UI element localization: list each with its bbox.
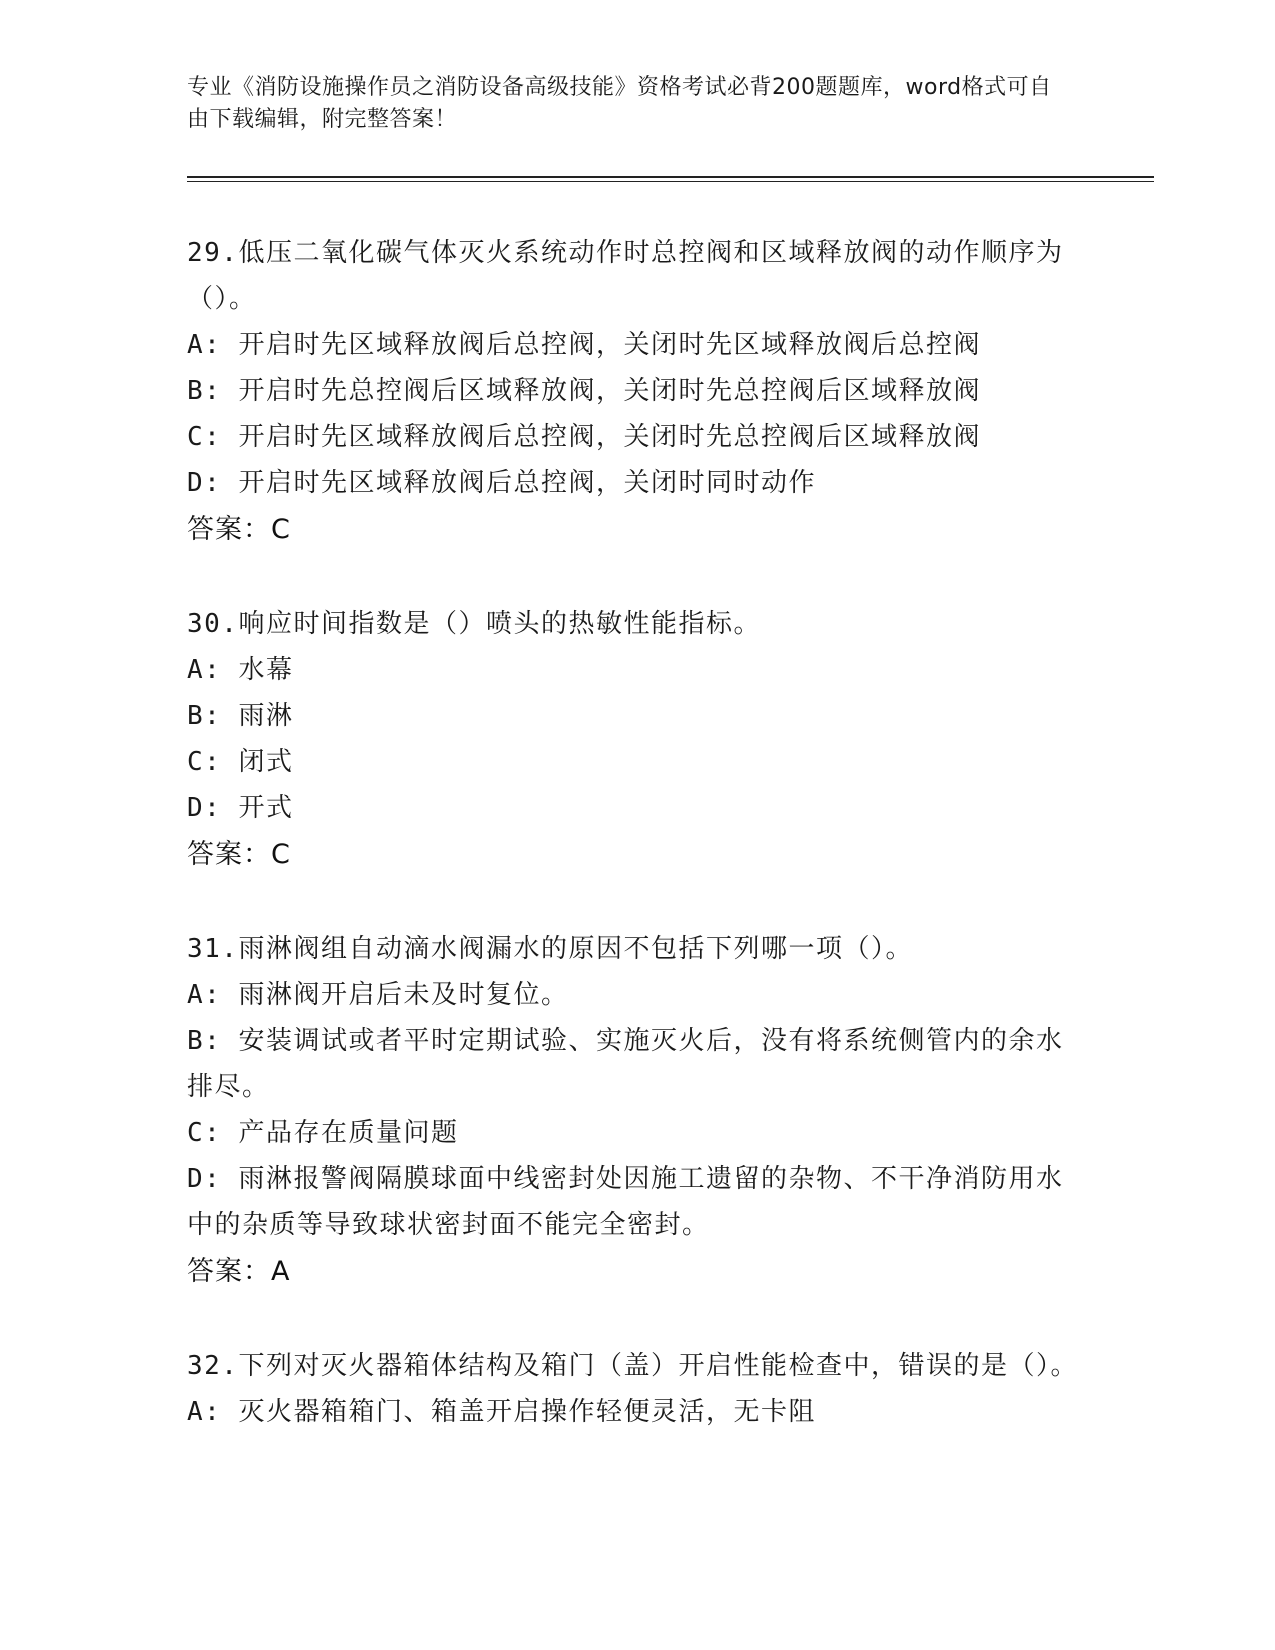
header-divider xyxy=(187,176,1154,182)
option-d: D: 开启时先区域释放阀后总控阀，关闭时同时动作 xyxy=(187,468,816,498)
option-b: B: 开启时先总控阀后区域释放阀，关闭时先总控阀后区域释放阀 xyxy=(187,376,981,406)
question-stem: 32.下列对灭火器箱体结构及箱门（盖）开启性能检查中，错误的是（）。 xyxy=(187,1351,1078,1381)
option-b: B: 雨淋 xyxy=(187,701,294,731)
question-stem: 29.低压二氧化碳气体灭火系统动作时总控阀和区域释放阀的动作顺序为（）。 xyxy=(187,238,1064,314)
question-30 xyxy=(187,601,1087,879)
option-a: A: 开启时先区域释放阀后总控阀，关闭时先区域释放阀后总控阀 xyxy=(187,330,981,360)
option-c: C: 闭式 xyxy=(187,747,294,777)
question-31 xyxy=(187,926,1087,1296)
option-a: A: 水幕 xyxy=(187,655,294,685)
question-stem: 31.雨淋阀组自动滴水阀漏水的原因不包括下列哪一项（）。 xyxy=(187,934,913,964)
answer-label: 答案：C xyxy=(187,839,291,870)
option-d: D: 雨淋报警阀隔膜球面中线密封处因施工遗留的杂物、不干净消防用水中的杂质等导致球状密封面不能完全密封。 xyxy=(187,1164,1064,1240)
option-c: C: 产品存在质量问题 xyxy=(187,1118,459,1148)
document-header: 专业《消防设施操作员之消防设备高级技能》资格考试必背200题题库，word格式可自由下载编辑，附完整答案！ xyxy=(187,75,1052,132)
question-29 xyxy=(187,230,1087,554)
question-list xyxy=(187,230,1087,1482)
option-c: C: 开启时先区域释放阀后总控阀，关闭时先总控阀后区域释放阀 xyxy=(187,422,981,452)
answer-label: 答案：A xyxy=(187,1256,291,1287)
question-32 xyxy=(187,1343,1087,1435)
question-stem: 30.响应时间指数是（）喷头的热敏性能指标。 xyxy=(187,609,761,639)
option-b: B: 安装调试或者平时定期试验、实施灭火后，没有将系统侧管内的余水排尽。 xyxy=(187,1026,1064,1102)
option-d: D: 开式 xyxy=(187,793,294,823)
option-a: A: 灭火器箱箱门、箱盖开启操作轻便灵活，无卡阻 xyxy=(187,1397,816,1427)
option-a: A: 雨淋阀开启后未及时复位。 xyxy=(187,980,569,1010)
answer-label: 答案：C xyxy=(187,514,291,545)
